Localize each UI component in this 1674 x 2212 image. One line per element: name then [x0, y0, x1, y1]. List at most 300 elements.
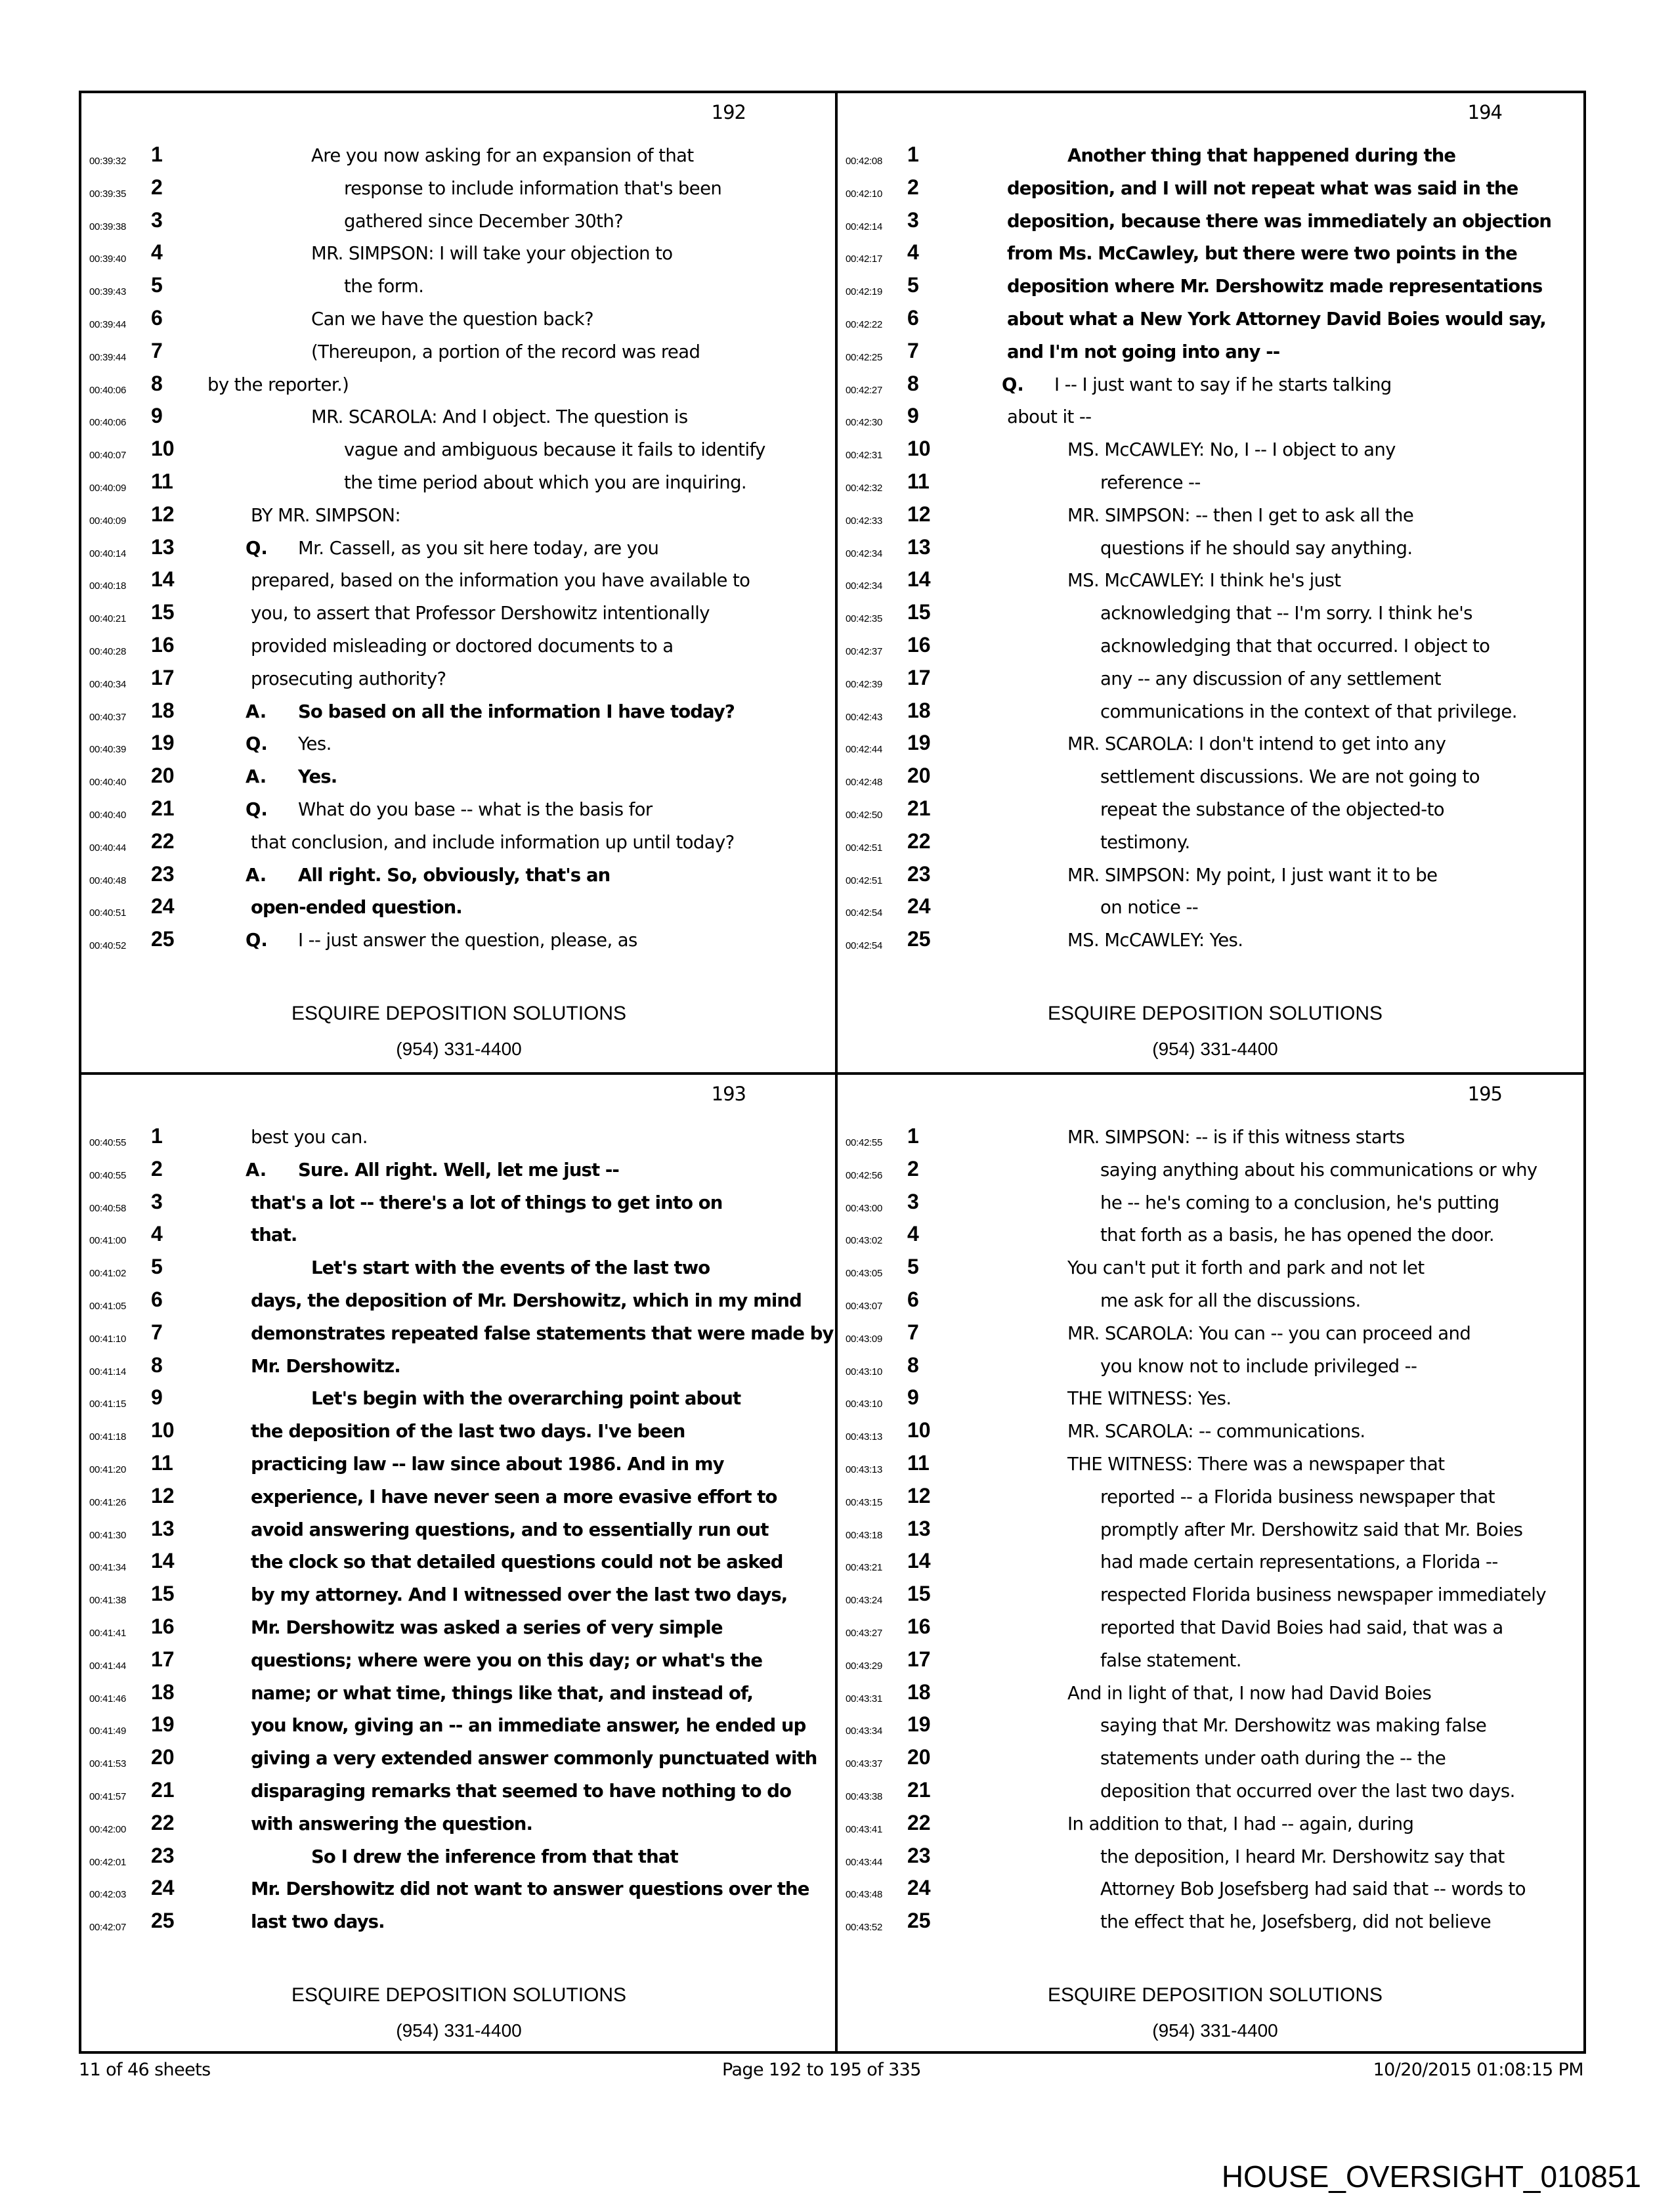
line-text: MR. SCAROLA: You can -- you can proceed and [1067, 1322, 1471, 1344]
line-number: 23 [151, 1843, 175, 1867]
line-number: 13 [907, 534, 931, 559]
line-text: MR. SIMPSON: -- is if this witness starts [1067, 1127, 1405, 1148]
transcript-line [838, 829, 1593, 864]
transcript-line [81, 633, 836, 668]
line-text: So based on all the information I have today? [298, 701, 735, 722]
timestamp: 00:41:57 [89, 1791, 126, 1802]
line-number: 6 [151, 306, 163, 330]
line-text: MR. SCAROLA: -- communications. [1067, 1421, 1365, 1442]
line-text: acknowledging that that occurred. I object to [1100, 636, 1490, 657]
line-text: I -- just answer the question, please, as [298, 930, 637, 951]
line-text: reported -- a Florida business newspaper that [1100, 1486, 1495, 1507]
line-number: 7 [907, 338, 919, 362]
line-number: 16 [907, 1615, 931, 1638]
transcript-line [81, 894, 836, 929]
transcript-line [81, 437, 836, 471]
line-text: Mr. Dershowitz did not want to answer questions over the [251, 1878, 809, 1900]
line-number: 15 [151, 600, 175, 624]
transcript-line [838, 731, 1593, 766]
line-number: 5 [151, 1255, 163, 1279]
answer-marker: A. [246, 864, 267, 886]
timestamp: 00:39:38 [89, 221, 126, 232]
transcript-line [838, 1451, 1593, 1486]
transcript-line [838, 862, 1593, 897]
reporter-name: ESQUIRE DEPOSITION SOLUTIONS [1047, 1003, 1383, 1024]
line-text: any -- any discussion of any settlement [1100, 668, 1441, 689]
timestamp: 00:40:51 [89, 907, 126, 919]
line-number: 5 [907, 273, 919, 297]
line-number: 19 [907, 1712, 931, 1737]
transcript-line [81, 1615, 836, 1649]
transcript-line [81, 404, 836, 439]
line-text: and I'm not going into any -- [1007, 341, 1280, 362]
timestamp: 00:40:09 [89, 483, 126, 494]
reporter-phone: (954) 331-4400 [396, 1039, 522, 1059]
line-text: Yes. [298, 733, 332, 755]
timestamp: 00:39:43 [89, 286, 126, 298]
line-text: deposition, and I will not repeat what was said in the [1007, 177, 1518, 199]
timestamp: 00:41:30 [89, 1529, 126, 1541]
line-number: 13 [907, 1516, 931, 1540]
transcript-line [838, 1190, 1593, 1225]
transcript-line [81, 796, 836, 831]
line-number: 17 [907, 665, 931, 689]
line-number: 12 [151, 1483, 175, 1507]
transcript-line [81, 1418, 836, 1453]
timestamp: 00:40:44 [89, 842, 126, 854]
transcript-line [838, 208, 1593, 243]
line-number: 20 [151, 1745, 175, 1769]
timestamp: 00:41:34 [89, 1562, 126, 1574]
timestamp: 00:40:06 [89, 384, 126, 396]
timestamp: 00:41:05 [89, 1301, 126, 1312]
transcript-line [838, 1418, 1593, 1453]
line-number: 23 [907, 1843, 931, 1867]
line-number: 25 [151, 927, 175, 951]
question-marker: Q. [246, 733, 268, 755]
line-number: 16 [151, 1615, 175, 1638]
timestamp: 00:43:10 [846, 1366, 882, 1377]
line-text: by the reporter.) [207, 374, 349, 395]
timestamp: 00:43:00 [846, 1202, 882, 1214]
transcript-line [838, 339, 1593, 374]
timestamp: 00:40:34 [89, 678, 126, 690]
line-number: 11 [907, 1451, 930, 1475]
line-text: had made certain representations, a Florida -- [1100, 1551, 1498, 1573]
transcript-line [838, 1288, 1593, 1322]
transcript-line [838, 1320, 1593, 1355]
timestamp: 00:40:55 [89, 1169, 126, 1181]
timestamp: 00:41:18 [89, 1431, 126, 1443]
line-text: In addition to that, I had -- again, during [1067, 1813, 1414, 1834]
line-text: about what a New York Attorney David Boies would say, [1007, 309, 1546, 330]
timestamp: 00:42:34 [846, 548, 882, 559]
line-text: disparaging remarks that seemed to have nothing to do [251, 1781, 792, 1802]
transcript-line [81, 1222, 836, 1257]
transcript-line [81, 600, 836, 635]
line-number: 17 [907, 1647, 931, 1671]
line-number: 6 [907, 306, 919, 330]
timestamp: 00:42:51 [846, 875, 882, 886]
timestamp: 00:42:48 [846, 777, 882, 789]
transcript-line [838, 1647, 1593, 1682]
line-number: 13 [151, 534, 175, 559]
line-text: you know not to include privileged -- [1100, 1355, 1417, 1377]
line-number: 11 [907, 469, 930, 493]
line-text: reported that David Boies had said, that was a [1100, 1617, 1503, 1638]
line-number: 10 [907, 437, 931, 461]
timestamp: 00:42:30 [846, 417, 882, 429]
line-number: 24 [907, 1876, 931, 1900]
answer-marker: A. [246, 1159, 267, 1181]
timestamp: 00:41:53 [89, 1758, 126, 1770]
line-number: 12 [907, 502, 931, 526]
transcript-line [838, 1712, 1593, 1747]
line-text: he -- he's coming to a conclusion, he's putting [1100, 1192, 1499, 1213]
timestamp: 00:41:00 [89, 1235, 126, 1247]
print-timestamp: 10/20/2015 01:08:15 PM [1373, 2060, 1583, 2080]
timestamp: 00:40:40 [89, 810, 126, 821]
timestamp: 00:42:01 [89, 1856, 126, 1868]
line-text: response to include information that's been [344, 177, 722, 199]
line-number: 10 [151, 437, 175, 461]
timestamp: 00:43:27 [846, 1628, 882, 1639]
timestamp: 00:41:15 [89, 1399, 126, 1410]
transcript-line [838, 600, 1593, 635]
transcript-line [838, 1353, 1593, 1388]
line-number: 7 [151, 338, 163, 362]
line-text: you, to assert that Professor Dershowitz intentionally [251, 603, 710, 624]
transcript-line [838, 240, 1593, 275]
line-text: Are you now asking for an expansion of that [311, 145, 694, 166]
timestamp: 00:41:20 [89, 1464, 126, 1475]
line-text: giving a very extended answer commonly punctuated with [251, 1748, 817, 1769]
line-text: Let's start with the events of the last two [311, 1257, 710, 1279]
timestamp: 00:43:38 [846, 1791, 882, 1802]
timestamp: 00:42:22 [846, 319, 882, 330]
transcript-line [81, 240, 836, 275]
line-text: So I drew the inference from that that [311, 1846, 678, 1867]
transcript-line [81, 1712, 836, 1747]
line-text: Let's begin with the overarching point about [311, 1388, 741, 1410]
line-text: Yes. [298, 766, 337, 788]
line-text: vague and ambiguous because it fails to identify [344, 439, 765, 461]
line-text: Sure. All right. Well, let me just -- [298, 1159, 619, 1181]
transcript-line [81, 175, 836, 210]
line-text: gathered since December 30th? [344, 210, 624, 232]
transcript-line [838, 437, 1593, 471]
transcript-line [838, 175, 1593, 210]
line-number: 19 [151, 731, 175, 755]
transcript-line [81, 862, 836, 897]
transcript-line [838, 1778, 1593, 1813]
line-number: 25 [151, 1909, 175, 1933]
page-number: 193 [711, 1083, 746, 1105]
transcript-line [838, 1549, 1593, 1584]
line-number: 8 [907, 371, 919, 395]
timestamp: 00:42:34 [846, 580, 882, 592]
timestamp: 00:40:58 [89, 1202, 126, 1214]
line-text: that forth as a basis, he has opened the door. [1100, 1225, 1495, 1246]
timestamp: 00:42:39 [846, 678, 882, 690]
line-number: 24 [907, 894, 931, 919]
timestamp: 00:43:48 [846, 1889, 882, 1901]
line-number: 1 [907, 142, 919, 166]
line-text: Mr. Cassell, as you sit here today, are you [298, 537, 659, 559]
timestamp: 00:43:05 [846, 1268, 882, 1280]
page-number: 195 [1467, 1083, 1502, 1105]
line-number: 1 [151, 142, 163, 166]
line-text: the deposition, I heard Mr. Dershowitz say that [1100, 1846, 1505, 1867]
timestamp: 00:42:27 [846, 384, 882, 396]
timestamp: 00:40:14 [89, 548, 126, 559]
line-text: last two days. [251, 1911, 385, 1933]
line-number: 18 [907, 1680, 931, 1704]
transcript-line [81, 1778, 836, 1813]
timestamp: 00:41:38 [89, 1595, 126, 1607]
line-number: 3 [151, 1189, 163, 1213]
line-number: 2 [907, 175, 919, 199]
line-text: Attorney Bob Josefsberg had said that -- words to [1100, 1878, 1526, 1900]
line-number: 22 [907, 1810, 931, 1834]
transcript-line [838, 796, 1593, 831]
transcript-line [838, 1582, 1593, 1616]
transcript-line [838, 502, 1593, 537]
line-number: 6 [907, 1288, 919, 1311]
transcript-line [81, 1549, 836, 1584]
timestamp: 00:42:08 [846, 156, 882, 167]
timestamp: 00:42:51 [846, 842, 882, 854]
timestamp: 00:42:14 [846, 221, 882, 232]
timestamp: 00:43:15 [846, 1496, 882, 1508]
transcript-line [81, 1517, 836, 1551]
line-text: MS. McCAWLEY: I think he's just [1067, 570, 1341, 592]
reporter-phone: (954) 331-4400 [1152, 1039, 1278, 1059]
transcript-line [838, 894, 1593, 929]
line-number: 21 [907, 796, 931, 820]
line-number: 10 [151, 1418, 175, 1442]
line-number: 4 [151, 240, 163, 265]
line-number: 21 [907, 1778, 931, 1802]
line-number: 19 [907, 731, 931, 755]
timestamp: 00:41:46 [89, 1693, 126, 1704]
line-text: statements under oath during the -- the [1100, 1748, 1446, 1769]
timestamp: 00:41:02 [89, 1268, 126, 1280]
line-text: experience, I have never seen a more evasive effort to [251, 1486, 777, 1507]
transcript-page [81, 93, 836, 1075]
transcript-line [81, 1582, 836, 1616]
transcript-page [838, 1075, 1593, 2056]
timestamp: 00:42:07 [89, 1922, 126, 1934]
timestamp: 00:42:50 [846, 810, 882, 821]
transcript-line [838, 1385, 1593, 1420]
timestamp: 00:42:54 [846, 907, 882, 919]
transcript-line [81, 764, 836, 798]
question-marker: Q. [246, 799, 268, 820]
timestamp: 00:42:55 [846, 1137, 882, 1148]
line-text: that's a lot -- there's a lot of things to get into on [251, 1192, 723, 1213]
timestamp: 00:43:34 [846, 1725, 882, 1737]
line-number: 4 [907, 240, 919, 265]
transcript-line [81, 502, 836, 537]
transcript-line [81, 1157, 836, 1192]
timestamp: 00:40:40 [89, 777, 126, 789]
line-text: MS. McCAWLEY: No, I -- I object to any [1067, 439, 1396, 461]
transcript-line [81, 306, 836, 341]
transcript-line [81, 1124, 836, 1159]
question-marker: Q. [1002, 374, 1024, 395]
transcript-line [838, 1255, 1593, 1290]
question-marker: Q. [246, 537, 268, 559]
line-number: 9 [151, 404, 163, 428]
line-number: 22 [151, 829, 175, 853]
transcript-line [81, 927, 836, 962]
transcript-line [81, 1288, 836, 1322]
transcript-line [838, 404, 1593, 439]
line-number: 20 [907, 1745, 931, 1769]
line-text: deposition that occurred over the last two days. [1100, 1781, 1515, 1802]
line-text: (Thereupon, a portion of the record was read [311, 341, 700, 362]
transcript-line [838, 1124, 1593, 1159]
transcript-line [81, 1353, 836, 1388]
timestamp: 00:43:02 [846, 1235, 882, 1247]
transcript-line [81, 372, 836, 406]
line-number: 7 [151, 1320, 163, 1344]
line-number: 3 [907, 1189, 919, 1213]
transcript-line [838, 567, 1593, 602]
reporter-phone: (954) 331-4400 [396, 2020, 522, 2041]
transcript-line [81, 1190, 836, 1225]
line-text: false statement. [1100, 1649, 1241, 1671]
timestamp: 00:42:43 [846, 711, 882, 723]
line-text: BY MR. SIMPSON: [251, 504, 401, 526]
line-number: 2 [151, 175, 163, 199]
line-text: demonstrates repeated false statements that were made by [251, 1322, 834, 1344]
page-number: 194 [1467, 101, 1502, 123]
line-number: 7 [907, 1320, 919, 1344]
transcript-line [81, 469, 836, 504]
timestamp: 00:43:52 [846, 1922, 882, 1934]
line-number: 8 [907, 1353, 919, 1377]
line-text: THE WITNESS: There was a newspaper that [1067, 1454, 1445, 1475]
timestamp: 00:39:35 [89, 188, 126, 200]
line-number: 4 [907, 1222, 919, 1246]
line-number: 12 [151, 502, 175, 526]
line-number: 16 [151, 633, 175, 657]
reporter-name: ESQUIRE DEPOSITION SOLUTIONS [291, 1984, 627, 2006]
line-text: And in light of that, I now had David Boies [1067, 1682, 1432, 1704]
line-text: the clock so that detailed questions could not be asked [251, 1551, 783, 1573]
timestamp: 00:43:07 [846, 1301, 882, 1312]
timestamp: 00:43:29 [846, 1660, 882, 1672]
line-number: 18 [907, 698, 931, 722]
line-text: MR. SIMPSON: I will take your objection to [311, 243, 673, 265]
transcript-line [838, 535, 1593, 570]
timestamp: 00:40:09 [89, 515, 126, 527]
transcript-line [81, 1876, 836, 1911]
line-text: me ask for all the discussions. [1100, 1290, 1361, 1311]
timestamp: 00:43:18 [846, 1529, 882, 1541]
page-number: 192 [711, 101, 746, 123]
line-text: All right. So, obviously, that's an [298, 864, 611, 886]
line-text: avoid answering questions, and to essentially run out [251, 1519, 769, 1540]
transcript-line [838, 1745, 1593, 1780]
line-text: acknowledging that -- I'm sorry. I think he's [1100, 603, 1472, 624]
transcript-page [838, 93, 1593, 1075]
transcript-line [838, 273, 1593, 308]
transcript-line [81, 1385, 836, 1420]
transcript-line [81, 829, 836, 864]
line-text: saying that Mr. Dershowitz was making false [1100, 1715, 1487, 1737]
transcript-line [838, 1811, 1593, 1846]
reporter-phone: (954) 331-4400 [1152, 2020, 1278, 2041]
line-number: 4 [151, 1222, 163, 1246]
timestamp: 00:41:10 [89, 1333, 126, 1345]
transcript-line [81, 567, 836, 602]
line-number: 5 [151, 273, 163, 297]
line-text: questions; where were you on this day; or what's the [251, 1649, 763, 1671]
transcript-line [81, 1647, 836, 1682]
transcript-line [81, 1484, 836, 1519]
line-text: repeat the substance of the objected-to [1100, 799, 1444, 820]
line-number: 18 [151, 1680, 175, 1704]
line-text: deposition where Mr. Dershowitz made representations [1007, 276, 1543, 297]
transcript-line [81, 1451, 836, 1486]
timestamp: 00:43:21 [846, 1562, 882, 1574]
transcript-line [81, 535, 836, 570]
line-text: settlement discussions. We are not going to [1100, 766, 1480, 788]
line-text: THE WITNESS: Yes. [1067, 1388, 1232, 1410]
line-text: MR. SCAROLA: And I object. The question is [311, 406, 688, 428]
timestamp: 00:41:44 [89, 1660, 126, 1672]
line-number: 16 [907, 633, 931, 657]
line-text: that. [251, 1225, 297, 1246]
line-number: 24 [151, 1876, 175, 1900]
transcript-line [838, 1517, 1593, 1551]
transcript-line [81, 1844, 836, 1878]
timestamp: 00:42:54 [846, 940, 882, 952]
timestamp: 00:42:33 [846, 515, 882, 527]
line-number: 17 [151, 1647, 175, 1671]
line-number: 1 [907, 1124, 919, 1148]
line-number: 23 [151, 861, 175, 886]
line-text: communications in the context of that privilege. [1100, 701, 1517, 722]
timestamp: 00:42:25 [846, 351, 882, 363]
transcript-line [838, 927, 1593, 962]
transcript-line [81, 208, 836, 243]
timestamp: 00:43:09 [846, 1333, 882, 1345]
line-text: Mr. Dershowitz. [251, 1355, 400, 1377]
line-number: 25 [907, 1909, 931, 1933]
line-number: 12 [907, 1483, 931, 1507]
line-text: the form. [344, 276, 424, 297]
line-text: You can't put it forth and park and not let [1067, 1257, 1425, 1279]
timestamp: 00:42:31 [846, 450, 882, 462]
line-text: the time period about which you are inquiring. [344, 472, 747, 493]
line-text: on notice -- [1100, 897, 1199, 919]
transcript-line [838, 1909, 1593, 1943]
transcript-line [838, 1222, 1593, 1257]
line-number: 5 [907, 1255, 919, 1279]
timestamp: 00:41:26 [89, 1496, 126, 1508]
timestamp: 00:40:39 [89, 744, 126, 756]
page-range: Page 192 to 195 of 335 [722, 2060, 921, 2080]
transcript-line [81, 1811, 836, 1846]
transcript-line [838, 1615, 1593, 1649]
timestamp: 00:43:41 [846, 1823, 882, 1835]
line-number: 11 [151, 469, 173, 493]
line-text: MR. SIMPSON: My point, I just want it to be [1067, 864, 1438, 886]
